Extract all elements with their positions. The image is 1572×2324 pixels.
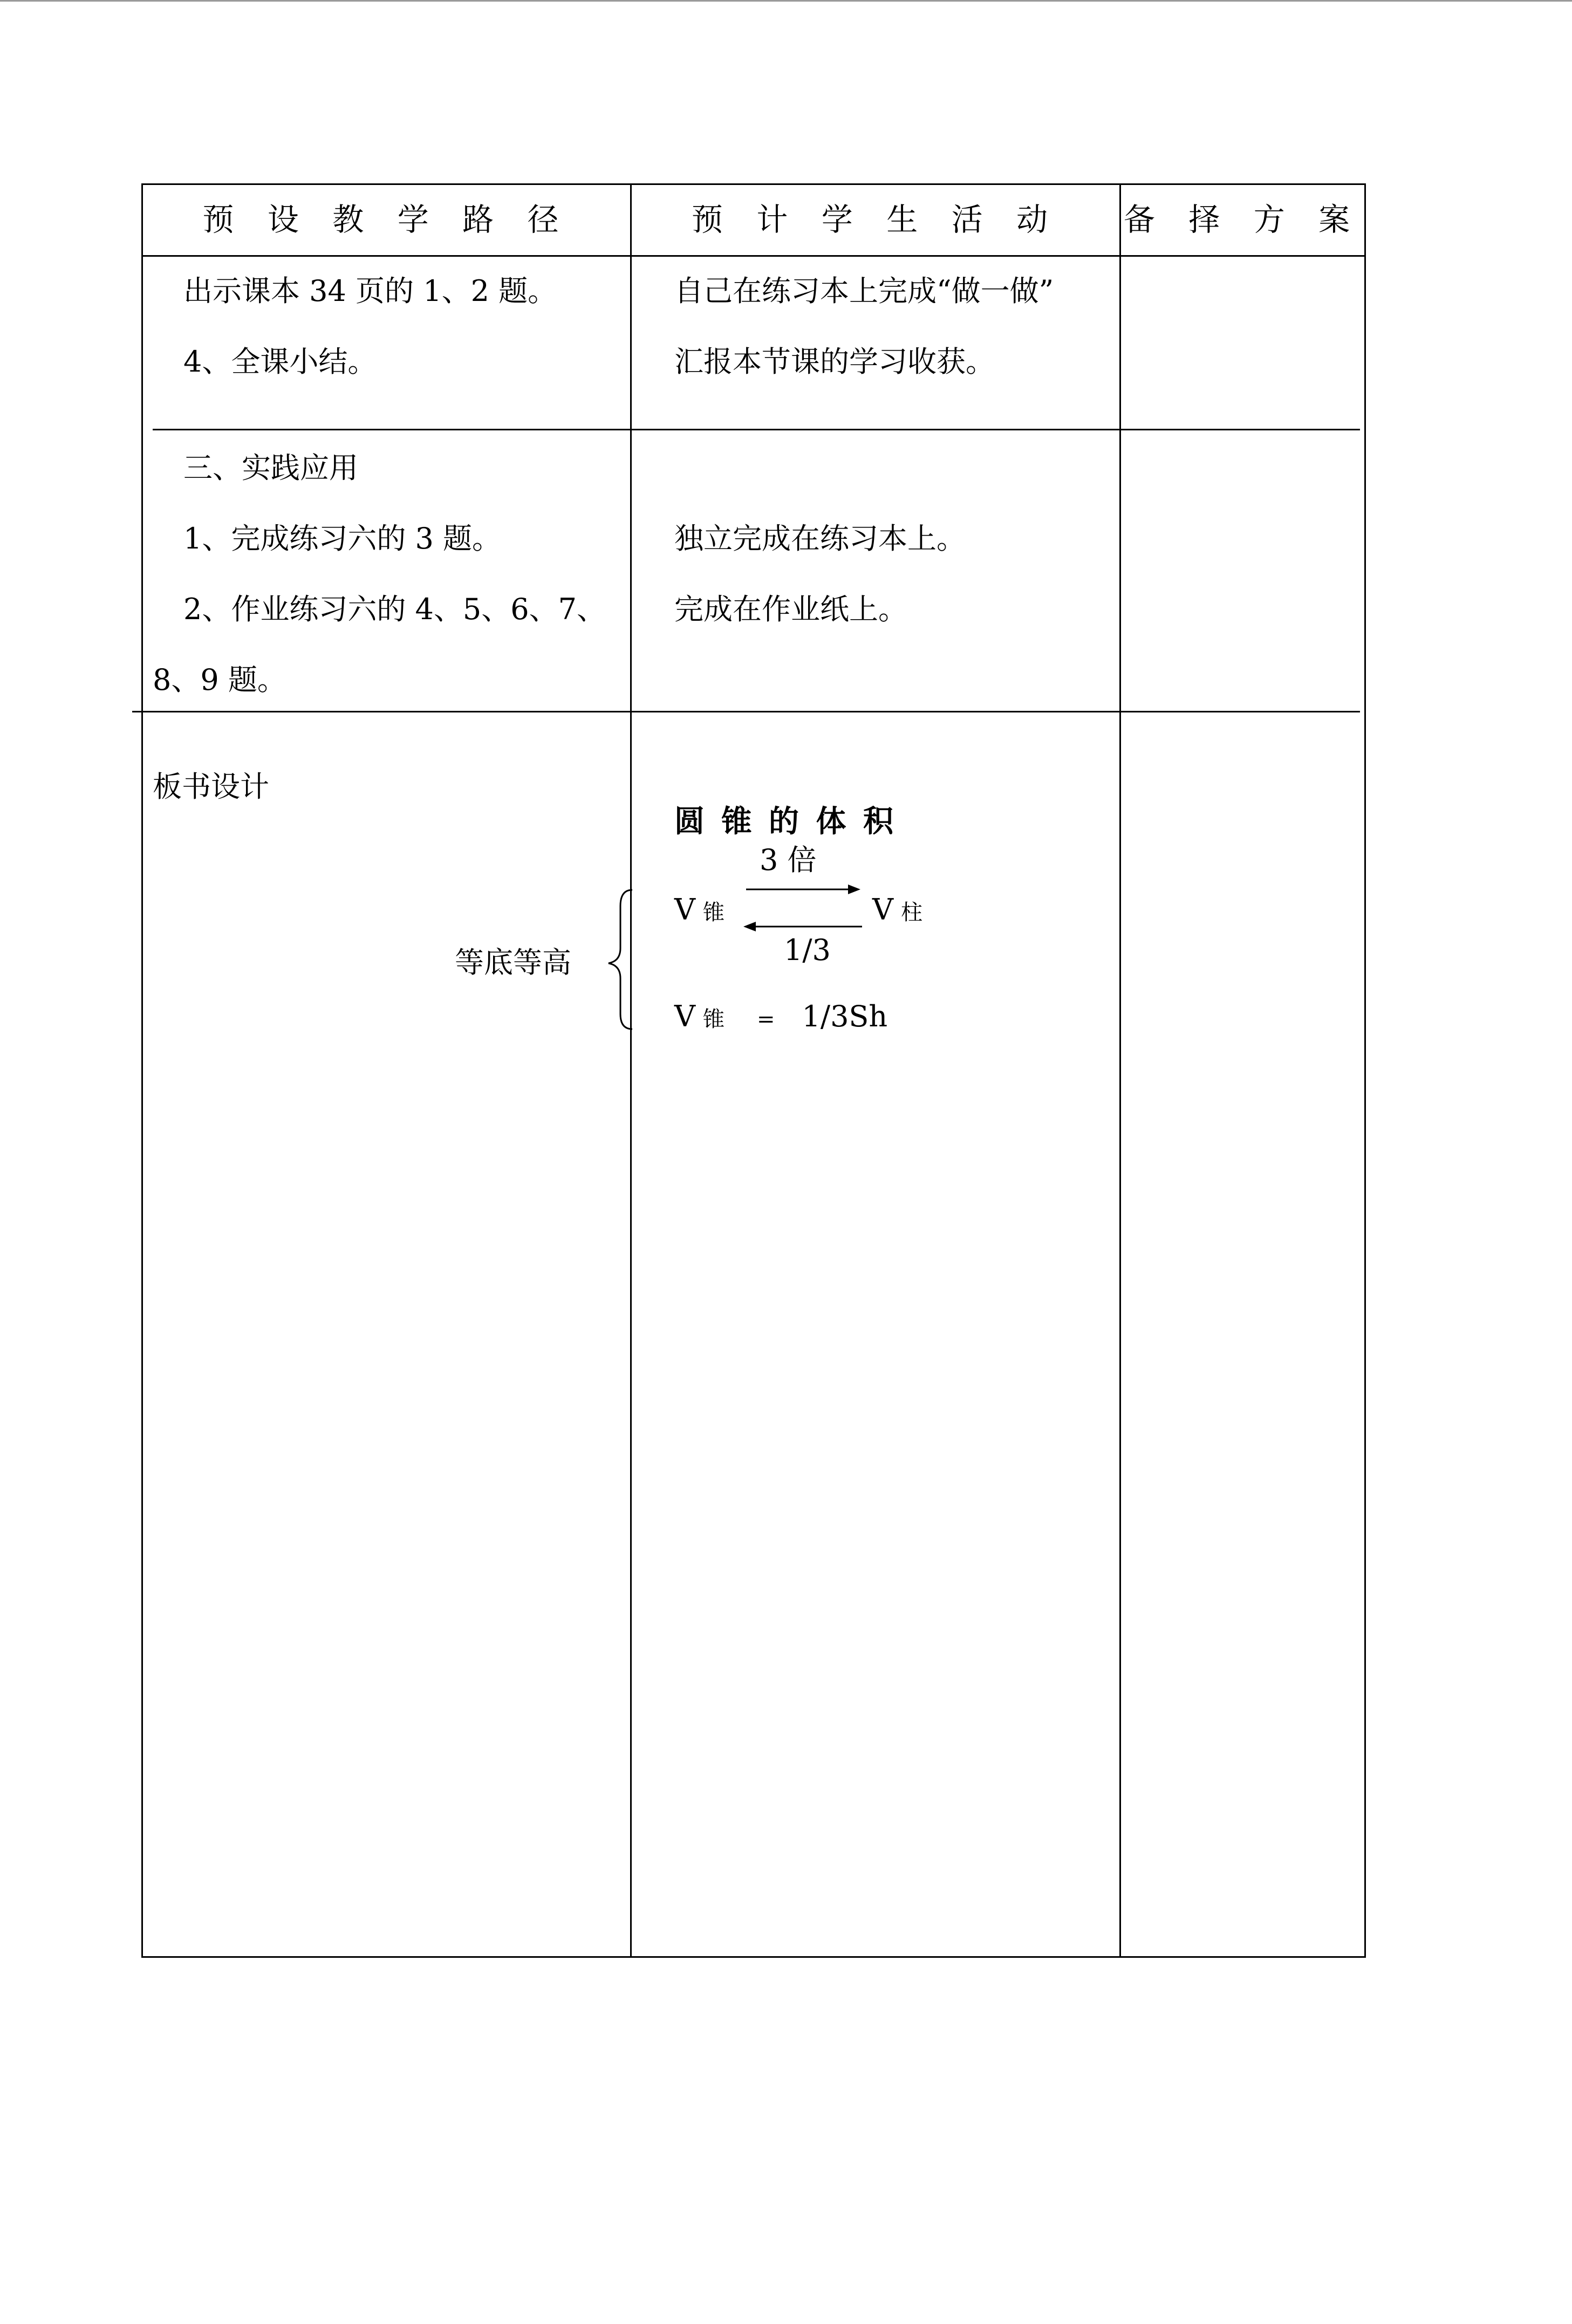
row1-col1-line2: 4、全课小结。 xyxy=(183,345,377,379)
arrow-top-label: 3 倍 xyxy=(760,843,817,877)
v-cylinder-sub: 柱 xyxy=(901,900,922,925)
v-cone-left-symbol: V xyxy=(674,893,695,927)
board-title: 圆 锥 的 体 积 xyxy=(674,804,897,839)
header-teaching-path: 预 设 教 学 路 径 xyxy=(202,201,571,238)
right-arrow-head-icon xyxy=(848,885,860,894)
row1-col2-line2: 汇报本节课的学习收获。 xyxy=(674,345,995,379)
formula-v-symbol: V xyxy=(674,999,695,1033)
curly-brace-icon xyxy=(609,890,632,1029)
formula-equals: = xyxy=(757,1007,775,1032)
v-cylinder-right xyxy=(872,891,922,931)
left-arrow-head-icon xyxy=(743,922,756,931)
row2-col1-item2-cont: 8、9 题。 xyxy=(153,663,286,697)
formula-rhs: 1/3Sh xyxy=(802,999,888,1033)
row2-col2-line2: 完成在作业纸上。 xyxy=(674,592,907,626)
formula xyxy=(674,998,887,1038)
brace-label: 等底等高 xyxy=(455,945,571,979)
header-student-activity: 预 计 学 生 活 动 xyxy=(691,201,1060,238)
row1-col2-line1: 自己在练习本上完成“做一做” xyxy=(674,274,1054,308)
header-alternative-plan: 备 择 方 案 xyxy=(1123,201,1362,238)
row2-col1-heading: 三、实践应用 xyxy=(183,451,358,485)
row1-col1-line1: 出示课本 34 页的 1、2 题。 xyxy=(183,274,557,308)
board-design-label: 板书设计 xyxy=(153,770,269,804)
arrow-bottom-label: 1/3 xyxy=(784,933,831,967)
v-cylinder-symbol: V xyxy=(872,893,893,927)
row2-col1-item2: 2、作业练习六的 4、5、6、7、 xyxy=(183,592,606,626)
formula-v-sub: 锥 xyxy=(703,1007,725,1032)
row2-col2-line1: 独立完成在练习本上。 xyxy=(674,522,966,556)
v-cone-left xyxy=(674,891,725,931)
v-cone-left-sub: 锥 xyxy=(703,900,725,925)
row2-col1-item1: 1、完成练习六的 3 题。 xyxy=(183,522,502,556)
